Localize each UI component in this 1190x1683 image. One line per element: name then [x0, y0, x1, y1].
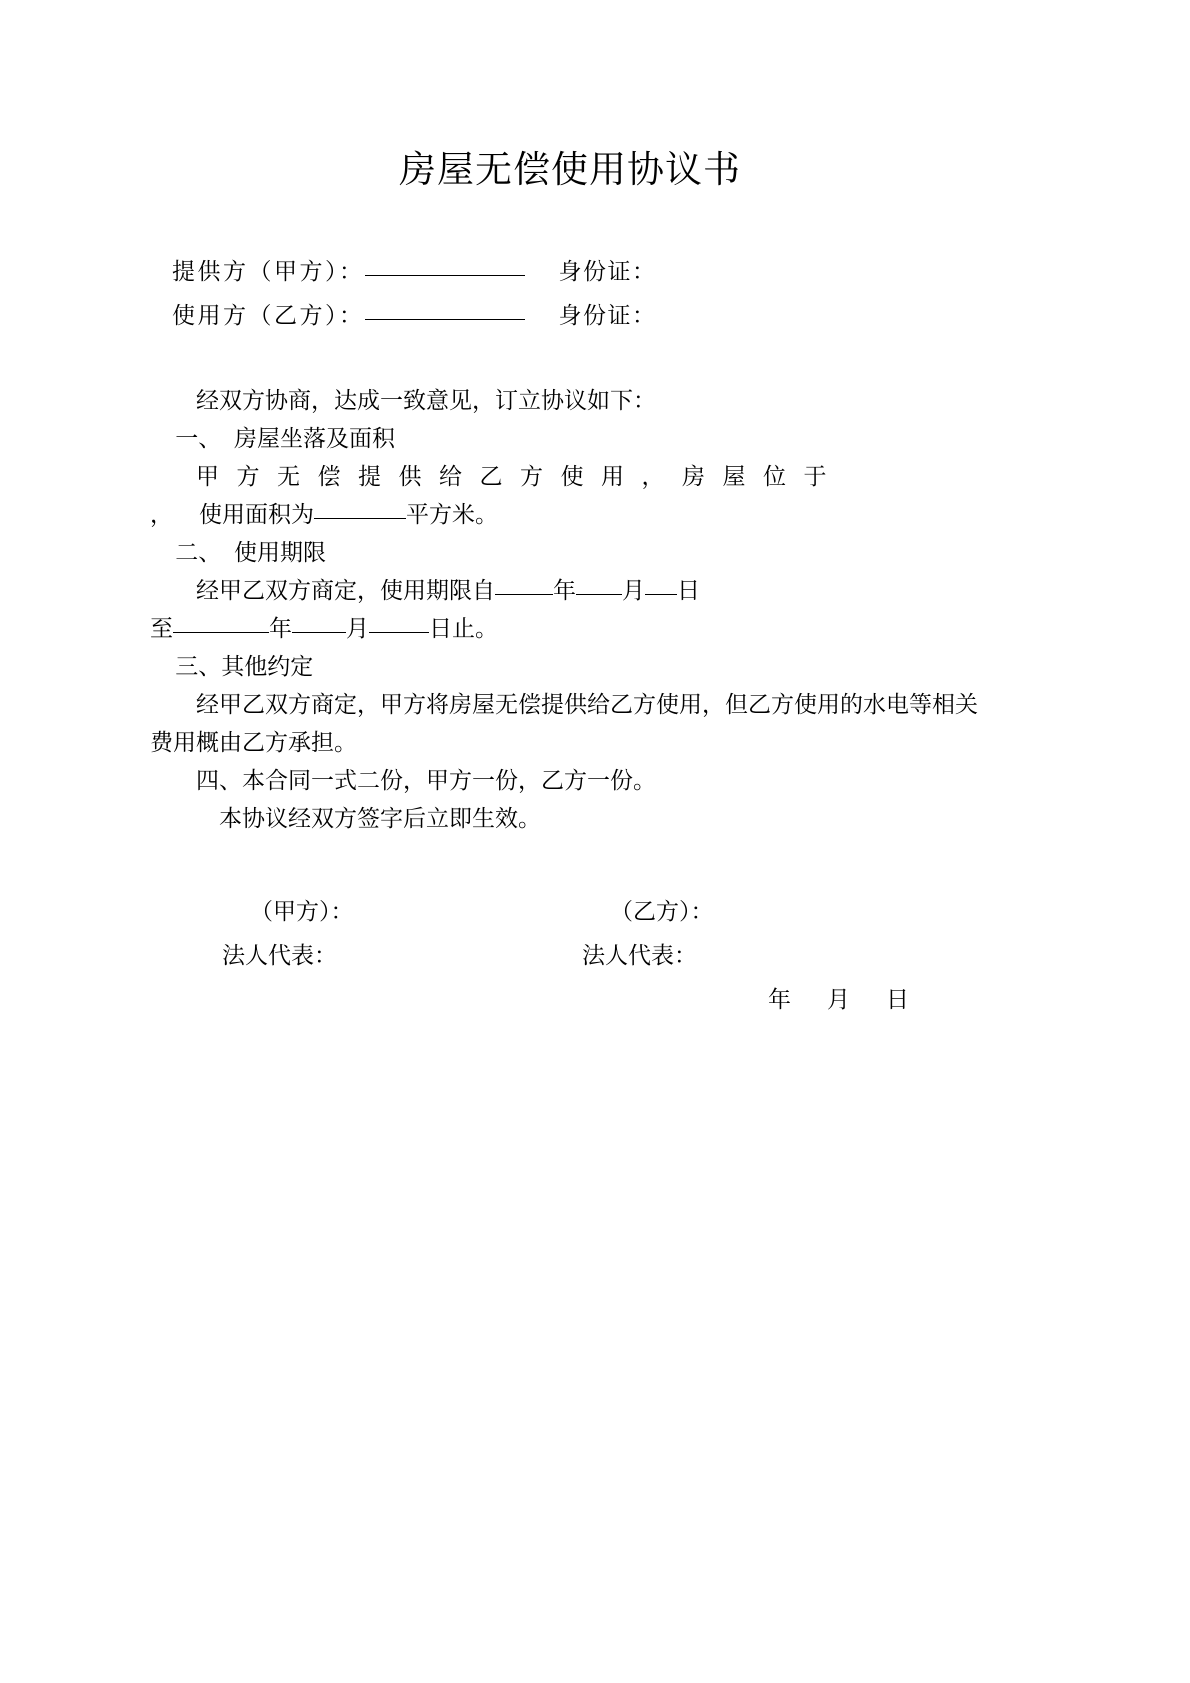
section-1-title: 房屋坐落及面积 [233, 426, 395, 453]
party-b-rep-label[interactable]: 法人代表： [582, 943, 697, 970]
end-day-unit: 日止。 [429, 616, 498, 643]
section-1-line-1: 甲方无偿提供给乙方使用，房屋位于 [196, 464, 844, 491]
party-a-rep-label[interactable]: 法人代表： [222, 943, 337, 970]
date-year-label: 年 [768, 987, 791, 1014]
leading-comma: ， [150, 502, 199, 529]
user-label: 使用方（乙方）： [172, 303, 365, 330]
term-start-label: 经甲乙双方商定，使用期限自 [196, 578, 495, 605]
intro-paragraph: 经双方协商，达成一致意见，订立协议如下： [196, 388, 656, 415]
provider-name-blank[interactable] [365, 275, 525, 276]
page-title: 房屋无偿使用协议书 [399, 148, 741, 191]
area-unit: 平方米。 [406, 502, 498, 529]
start-month-unit: 月 [622, 578, 645, 605]
date-month-label: 月 [827, 987, 850, 1014]
section-2-title: 使用期限 [233, 540, 326, 567]
date-day-label: 日 [886, 987, 909, 1014]
signature-date-row [150, 978, 990, 1022]
section-2-line-2 [150, 610, 990, 648]
end-year-blank[interactable] [173, 632, 269, 633]
provider-label: 提供方（甲方）： [172, 259, 365, 286]
section-1-heading [150, 420, 990, 458]
section-4-heading [150, 762, 990, 800]
area-blank[interactable] [314, 518, 406, 519]
provider-row [150, 250, 990, 294]
party-b-signature-label[interactable]: （乙方）： [610, 899, 714, 926]
user-row [150, 294, 990, 338]
party-a-signature-label[interactable]: （甲方）： [250, 899, 354, 926]
end-year-unit: 年 [269, 616, 292, 643]
body-block [150, 382, 990, 838]
section-3-body: 经甲乙双方商定，甲方将房屋无偿提供给乙方使用，但乙方使用的水电等相关费用概由乙方承担。 [150, 692, 978, 757]
section-3-number: 三、 [175, 654, 222, 681]
area-label: 使用面积为 [199, 502, 314, 529]
start-year-unit: 年 [553, 578, 576, 605]
section-3-title: 其他约定 [221, 654, 314, 681]
term-end-label: 至 [150, 616, 173, 643]
signature-party-row [150, 890, 990, 934]
section-3-heading [150, 648, 990, 686]
end-month-unit: 月 [346, 616, 369, 643]
provider-id-label: 身份证： [558, 259, 657, 286]
start-day-blank[interactable] [645, 594, 677, 595]
section-4-title: 本合同一式二份，甲方一份，乙方一份。 [242, 768, 656, 795]
section-4-body: 本协议经双方签字后立即生效。 [219, 806, 541, 833]
start-month-blank[interactable] [576, 594, 622, 595]
start-day-unit: 日 [677, 578, 700, 605]
end-day-blank[interactable] [369, 632, 429, 633]
section-2-line-1 [150, 572, 990, 610]
section-1-line-2 [150, 496, 990, 534]
end-month-blank[interactable] [292, 632, 346, 633]
signature-block [150, 890, 990, 1022]
parties-block [150, 250, 990, 338]
start-year-blank[interactable] [495, 594, 553, 595]
user-name-blank[interactable] [365, 319, 525, 320]
section-4-number: 四、 [196, 768, 242, 795]
document-content [150, 0, 990, 1022]
section-2-number: 二、 [175, 540, 222, 567]
section-2-heading [150, 534, 990, 572]
signature-rep-row [150, 934, 990, 978]
section-1-number: 一、 [175, 426, 222, 453]
user-id-label: 身份证： [558, 303, 657, 330]
